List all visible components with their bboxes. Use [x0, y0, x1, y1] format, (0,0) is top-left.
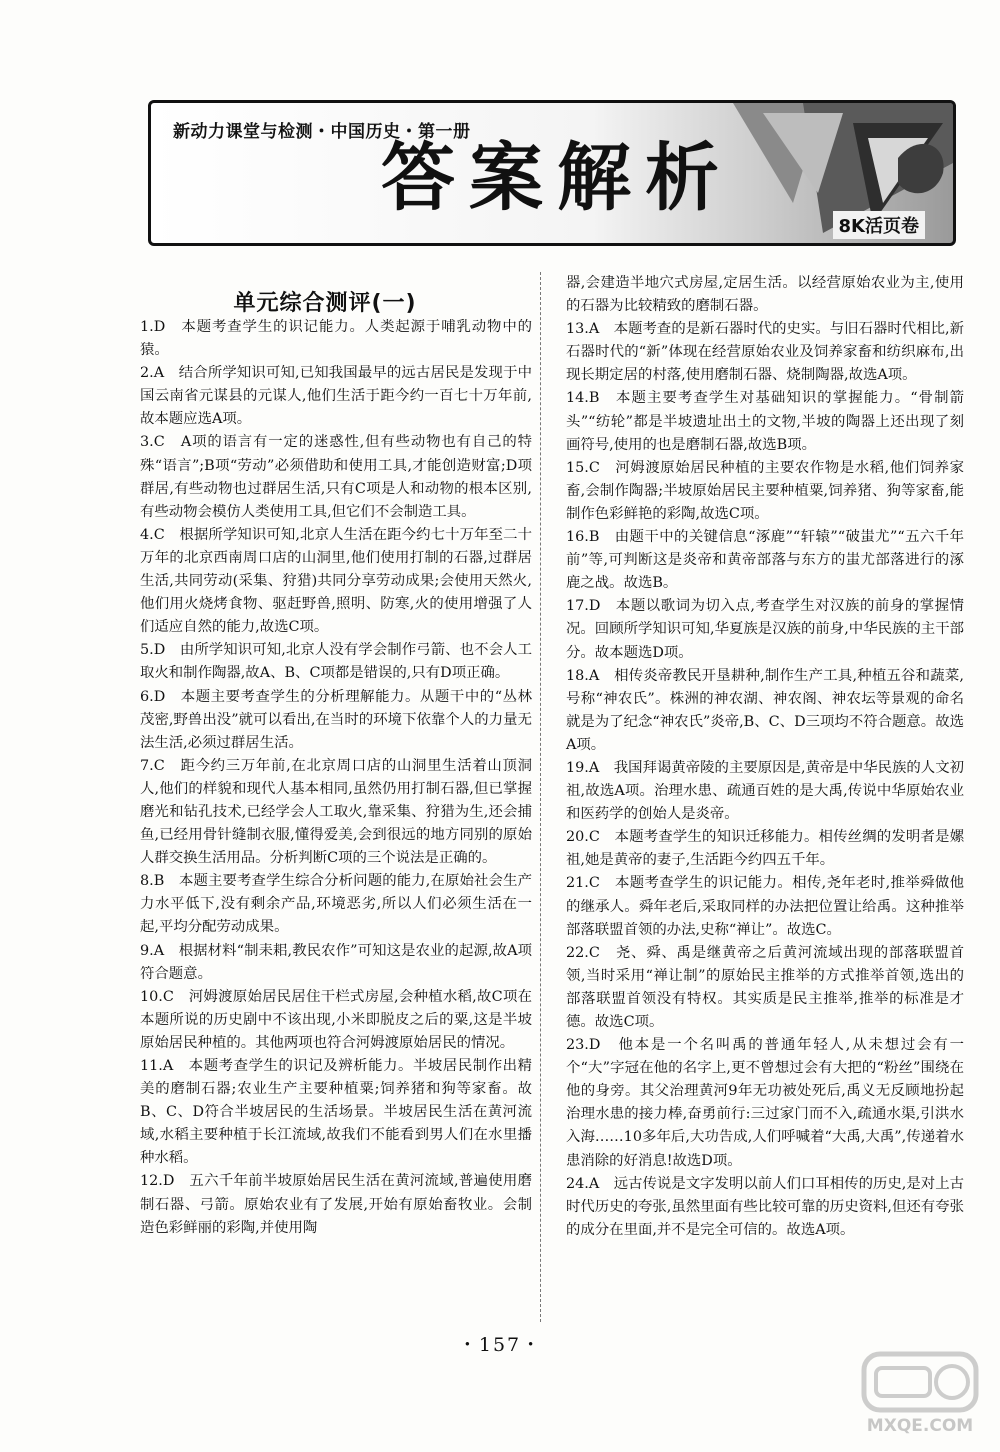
series-title: 新动力课堂与检测・中国历史・第一册 — [173, 122, 471, 142]
watermark-badge-icon — [860, 1346, 980, 1416]
answer-item: 24.A 远古传说是文字发明以前人们口耳相传的历史,是对上古时代历史的夸张,虽然里面有些比较可靠的历史资料,但还有夸张的成分在里面,并不是完全可信的。故选A项。 — [566, 1175, 964, 1238]
page-number: ・157・ — [457, 1334, 543, 1356]
column-divider — [540, 272, 542, 1322]
answer-item: 6.D 本题主要考查学生的分析理解能力。从题干中的“丛林茂密,野兽出没”就可以看出,在当时的环境下依靠个人的力量无法生活,必须过群居生活。 — [140, 688, 532, 751]
answer-item: 5.D 由所学知识可知,北京人没有学会制作弓箭、也不会人工取火和制作陶器,故A、B、C项都是错误的,只有D项正确。 — [140, 642, 532, 682]
answer-item: 21.C 本题考查学生的识记能力。相传,尧年老时,推举舜做他的继承人。舜年老后,采取同样的办法把位置让给禹。这种推举部落联盟首领的办法,史称“禅让”。故选C。 — [566, 875, 964, 938]
answer-item: 18.A 相传炎帝教民开垦耕种,制作生产工具,种植五谷和蔬菜,号称“神农氏”。株洲的神农湖、神农阁、神农坛等景观的命名就是为了纪念“神农氏”炎帝,B、C、D三项均不符合题意。故选A项。 — [566, 667, 964, 753]
answer-item: 3.C A项的语言有一定的迷惑性,但有些动物也有自己的特殊“语言”;B项“劳动”必须借助和使用工具,才能创造财富;D项群居,有些动物也过群居生活,只有C项是人和动物的根本区别,有些动物会模仿人类使用工具,但它们不会制造工具。 — [140, 434, 532, 520]
answer-item: 7.C 距今约三万年前,在北京周口店的山洞里生活着山顶洞人,他们的样貌和现代人基本相同,虽然仍用打制石器,但已掌握磨光和钻孔技术,已经学会人工取火,靠采集、狩猎为生,还会捕鱼,已经用骨针缝制衣服,懂得爱美,会到很远的地方同别的原始人群交换生活用品。分析判断C项的三个说法是正确的。 — [140, 757, 532, 867]
answer-item: 23.D 他本是一个名叫禹的普通年轻人,从未想过会有一个“大”字冠在他的名字上,更不曾想过会有大把的“粉丝”围绕在他的身旁。其父治理黄河9年无功被处死后,禹义无反顾地扮起治理水患的接力棒,奋勇前行:三过家门而不入,疏通水渠,引洪水入海……10多年后,大功告成,人们呼喊着“大禹,大禹”,传递着水患消除的好消息!故选D项。 — [566, 1037, 964, 1169]
section-title: 单元综合测评(一) — [233, 291, 417, 316]
answer-item: 16.B 由题干中的关键信息“涿鹿”“轩辕”“破蚩尤”“五六千年前”等,可判断这是炎帝和黄帝部落与东方的蚩尤部落进行的涿鹿之战。故选B。 — [566, 529, 964, 592]
answer-item: 17.D 本题以歌词为切入点,考查学生对汉族的前身的掌握情况。回顾所学知识可知,华夏族是汉族的前身,中华民族的主干部分。故本题选D项。 — [566, 598, 964, 661]
left-column — [140, 316, 532, 1240]
page-title: 答案解析 — [381, 135, 733, 221]
answer-item: 2.A 结合所学知识可知,已知我国最早的远古居民是发现于中国云南省元谋县的元谋人,他们生活于距今约一百七十万年前,故本题应选A项。 — [140, 365, 532, 428]
answer-item: 20.C 本题考查学生的知识迁移能力。相传丝绸的发明者是嫘祖,她是黄帝的妻子,生活距今约四五千年。 — [566, 829, 964, 869]
format-badge: 8K活页卷 — [833, 211, 925, 239]
watermark-logo — [860, 1346, 980, 1436]
answer-item: 11.A 本题考查学生的识记及辨析能力。半坡居民制作出精美的磨制石器;农业生产主要种植粟;饲养猪和狗等家畜。故B、C、D符合半坡居民的生活场景。半坡居民生活在黄河流域,水稻主要种植于长江流域,故我们不能看到男人们在水里播种水稻。 — [140, 1058, 532, 1167]
answer-item: 8.B 本题主要考查学生综合分析问题的能力,在原始社会生产力水平低下,没有剩余产品,环境恶劣,所以人们必须生活在一起,平均分配劳动成果。 — [140, 873, 532, 936]
answer-item: 9.A 根据材料“制耒耜,教民农作”可知这是农业的起源,故A项符合题意。 — [140, 942, 532, 982]
answer-item: 4.C 根据所学知识可知,北京人生活在距今约七十万年至二十万年的北京西南周口店的山洞里,他们使用打制的石器,过群居生活,共同劳动(采集、狩猎)共同分享劳动成果;会使用天然火,他们用火烧烤食物、驱赶野兽,照明、防寒,火的使用增强了人们适应自然的能力,故选C项。 — [140, 526, 532, 636]
answer-item: 22.C 尧、舜、禹是继黄帝之后黄河流域出现的部落联盟首领,当时采用“禅让制”的原始民主推举的方式推举首领,选出的部落联盟首领没有特权。其实质是民主推举,推举的标准是才德。故选C项。 — [566, 944, 964, 1030]
right-column — [566, 272, 964, 1242]
watermark-text: MXQE.COM — [866, 1416, 974, 1436]
answer-item: 19.A 我国拜谒黄帝陵的主要原因是,黄帝是中华民族的人文初祖,故选A项。治理水患、疏通百姓的是大禹,传说中华原始农业和医药学的创始人是炎帝。 — [566, 759, 964, 823]
answer-continuation: 器,会建造半地穴式房屋,定居生活。以经营原始农业为主,使用的石器为比较精致的磨制石器。 — [566, 275, 964, 315]
answer-item: 14.B 本题主要考查学生对基础知识的掌握能力。“骨制箭头”“纺轮”都是半坡遗址出土的文物,半坡的陶器上还出现了刻画符号,使用的也是磨制石器,故选B项。 — [566, 390, 964, 453]
answer-item: 10.C 河姆渡原始居民居住干栏式房屋,会种植水稻,故C项在本题所说的历史剧中不该出现,小米即脱皮之后的粟,这是半坡原始居民种植的。其他两项也符合河姆渡原始居民的情况。 — [140, 988, 532, 1051]
answer-item: 13.A 本题考查的是新石器时代的史实。与旧石器时代相比,新石器时代的“新”体现在经营原始农业及饲养家畜和纺织麻布,出现长期定居的村落,使用磨制石器、烧制陶器,故选A项。 — [566, 321, 964, 384]
header-banner — [148, 100, 956, 246]
answer-item: 15.C 河姆渡原始居民种植的主要农作物是水稻,他们饲养家畜,会制作陶器;半坡原始居民主要种植粟,饲养猪、狗等家畜,能制作色彩鲜艳的彩陶,故选C项。 — [566, 459, 964, 522]
answer-item: 1.D 本题考查学生的识记能力。人类起源于哺乳动物中的猿。 — [140, 319, 532, 359]
answer-item: 12.D 五六千年前半坡原始居民生活在黄河流域,普遍使用磨制石器、弓箭。原始农业有了发展,开始有原始畜牧业。会制造色彩鲜丽的彩陶,并使用陶 — [140, 1173, 532, 1236]
